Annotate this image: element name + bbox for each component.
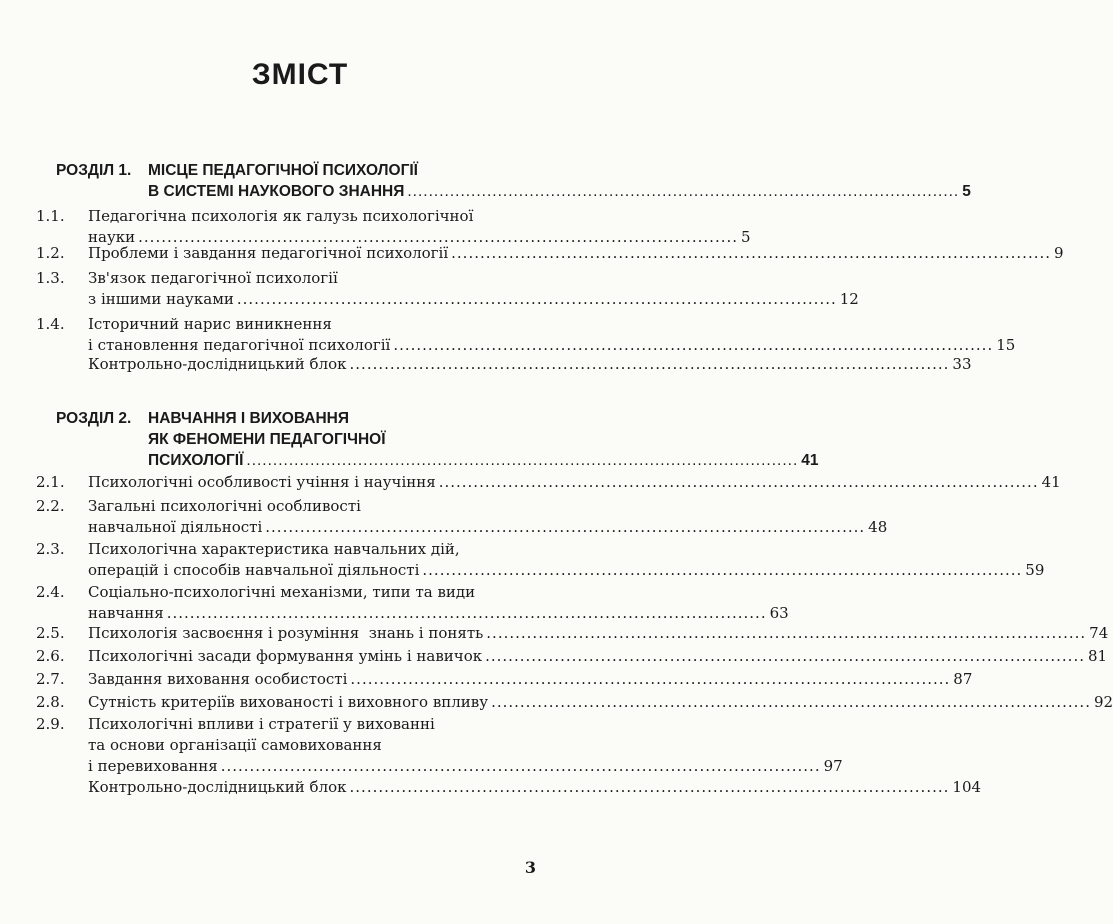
item-number: 1.4.: [36, 315, 65, 333]
item-text: Соціально-психологічні механізми, типи та види: [88, 583, 476, 601]
leader-dots: ........................................................................................................: [138, 228, 739, 246]
item-text: навчання: [88, 604, 164, 622]
item-text: Загальні психологічні особливості: [88, 497, 361, 515]
item-page: 104: [952, 778, 982, 796]
item-page: 33: [952, 355, 972, 373]
toc-item-2-5[interactable]: [36, 623, 1109, 644]
item-page: 41: [1041, 473, 1061, 491]
page-title: ЗМІСТ: [251, 58, 349, 91]
item-text: з іншими науками: [88, 290, 234, 308]
toc-item-1-2[interactable]: [36, 243, 1064, 264]
item-page: 9: [1054, 244, 1064, 262]
item-text: Педагогічна психологія як галузь психологічної: [88, 207, 474, 225]
toc-item-2-1[interactable]: [36, 472, 1061, 493]
item-page: 87: [953, 670, 973, 688]
section-1-page: 5: [962, 183, 971, 200]
leader-dots: ........................................................................................................: [486, 624, 1087, 642]
leader-dots: ........................................................................................................: [407, 183, 960, 200]
item-text: Психологічні особливості учіння і научіння: [88, 473, 436, 491]
item-number: 2.2.: [36, 497, 65, 515]
section-2-heading[interactable]: [56, 408, 819, 471]
item-page: 97: [823, 757, 843, 775]
item-text: Проблеми і завдання педагогічної психології: [88, 244, 449, 262]
item-page: 63: [769, 604, 789, 622]
toc-item-2-9[interactable]: [36, 714, 843, 777]
toc-item-2-7[interactable]: [36, 669, 973, 690]
item-text: Психологічні впливи і стратегії у вихованні: [88, 715, 435, 733]
leader-dots: ........................................................................................................: [220, 757, 821, 775]
leader-dots: ........................................................................................................: [491, 693, 1091, 711]
leader-dots: ........................................................................................................: [349, 355, 950, 373]
toc-item-2-6[interactable]: [36, 646, 1108, 667]
toc-item-1-1[interactable]: [36, 206, 751, 248]
section-2-title-line-1: НАВЧАННЯ І ВИХОВАННЯ: [148, 410, 349, 427]
item-text: Історичний нарис виникнення: [88, 315, 332, 333]
leader-dots: ........................................................................................................: [166, 604, 767, 622]
leader-dots: ........................................................................................................: [422, 561, 1023, 579]
toc-item-1-3[interactable]: [36, 268, 859, 310]
item-page: 5: [741, 228, 751, 246]
leader-dots: ........................................................................................................: [246, 452, 799, 469]
section-1-title-line-1: МІСЦЕ ПЕДАГОГІЧНОЇ ПСИХОЛОГІЇ: [148, 162, 418, 179]
leader-dots: ........................................................................................................: [485, 647, 1085, 665]
item-page: 12: [839, 290, 859, 308]
section-2-title-line-3: ПСИХОЛОГІЇ: [148, 452, 244, 469]
item-text: та основи організації самовиховання: [88, 736, 382, 754]
item-text: Психологія засвоєння і розуміння знань і понять: [88, 624, 484, 642]
item-page: 15: [996, 336, 1016, 354]
section-2-page: 41: [801, 452, 819, 469]
toc-control-block-2[interactable]: [88, 777, 982, 798]
toc-item-2-8[interactable]: [36, 692, 1113, 713]
section-2-title-line-2: ЯК ФЕНОМЕНИ ПЕДАГОГІЧНОЇ: [148, 431, 386, 448]
item-number: 1.1.: [36, 207, 65, 225]
item-number: 2.5.: [36, 624, 65, 642]
item-text: навчальної діяльності: [88, 518, 263, 536]
item-text: і становлення педагогічної психології: [88, 336, 391, 354]
leader-dots: ........................................................................................................: [236, 290, 837, 308]
item-text: Психологічна характеристика навчальних дій,: [88, 540, 460, 558]
item-text: Контрольно-дослідницький блок: [88, 355, 347, 373]
section-2-number: РОЗДІЛ 2.: [56, 410, 132, 427]
toc-item-2-3[interactable]: [36, 539, 1045, 581]
section-1-heading[interactable]: [56, 160, 971, 202]
item-number: 2.6.: [36, 647, 65, 665]
item-text: операцій і способів навчальної діяльності: [88, 561, 420, 579]
section-1-number: РОЗДІЛ 1.: [56, 162, 132, 179]
item-text: Сутність критеріїв вихованості і виховного впливу: [88, 693, 489, 711]
item-number: 2.9.: [36, 715, 65, 733]
item-number: 2.8.: [36, 693, 65, 711]
section-1-title-line-2: В СИСТЕМІ НАУКОВОГО ЗНАННЯ: [148, 183, 405, 200]
item-text: Контрольно-дослідницький блок: [88, 778, 347, 796]
toc-item-2-4[interactable]: [36, 582, 789, 624]
item-page: 92: [1093, 693, 1113, 711]
item-text: Зв'язок педагогічної психології: [88, 269, 338, 287]
item-number: 2.4.: [36, 583, 65, 601]
item-page: 59: [1025, 561, 1045, 579]
item-text: науки: [88, 228, 136, 246]
leader-dots: ........................................................................................................: [349, 778, 950, 796]
toc-control-block-1[interactable]: [88, 354, 972, 375]
item-text: і перевиховання: [88, 757, 218, 775]
leader-dots: ........................................................................................................: [438, 473, 1039, 491]
leader-dots: ........................................................................................................: [350, 670, 951, 688]
leader-dots: ........................................................................................................: [451, 244, 1052, 262]
leader-dots: ........................................................................................................: [393, 336, 994, 354]
item-text: Психологічні засади формування умінь і навичок: [88, 647, 483, 665]
item-number: 2.3.: [36, 540, 65, 558]
item-page: 74: [1089, 624, 1109, 642]
toc-item-2-2[interactable]: [36, 496, 888, 538]
item-number: 1.3.: [36, 269, 65, 287]
item-text: Завдання виховання особистості: [88, 670, 348, 688]
item-number: 2.7.: [36, 670, 65, 688]
item-number: 2.1.: [36, 473, 65, 491]
leader-dots: ........................................................................................................: [265, 518, 866, 536]
toc-item-1-4[interactable]: [36, 314, 1016, 356]
item-number: 1.2.: [36, 244, 65, 262]
item-page: 81: [1088, 647, 1108, 665]
page-number: 3: [524, 858, 536, 877]
item-page: 48: [868, 518, 888, 536]
